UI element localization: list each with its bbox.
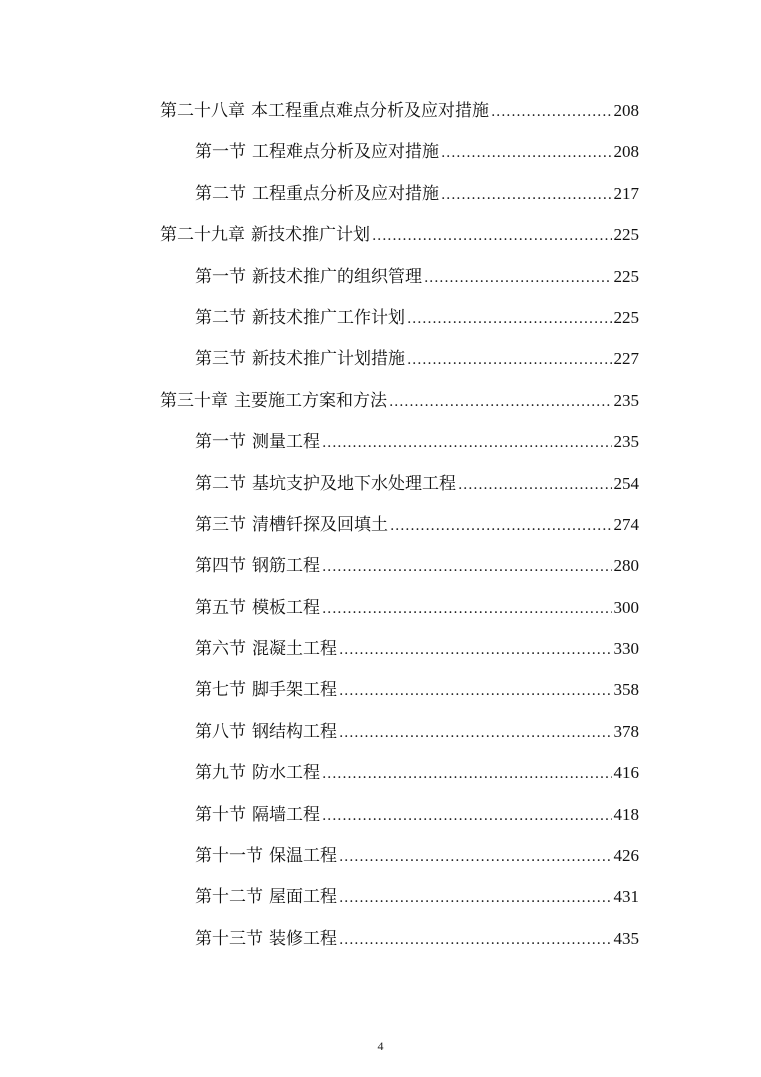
entry-page-number: 330 <box>613 639 639 659</box>
entry-title: 保温工程 <box>269 846 337 867</box>
entry-page-number: 208 <box>613 142 639 162</box>
entry-title: 工程难点分析及应对措施 <box>252 142 439 163</box>
entry-title: 装修工程 <box>269 928 337 949</box>
entry-page-number: 418 <box>613 804 639 824</box>
toc-entry[interactable] <box>0 504 761 545</box>
toc-entry[interactable] <box>0 380 761 421</box>
entry-number: 第二节 <box>195 473 246 494</box>
dot-leader <box>322 796 612 837</box>
entry-number: 第一节 <box>195 266 246 287</box>
toc-entry[interactable] <box>0 628 761 669</box>
dot-leader <box>407 340 612 381</box>
entry-title: 新技术推广工作计划 <box>252 307 405 328</box>
toc-entry[interactable] <box>0 421 761 462</box>
entry-title: 混凝土工程 <box>252 639 337 660</box>
entry-number: 第十节 <box>195 804 246 825</box>
dot-leader <box>390 506 612 547</box>
entry-number: 第九节 <box>195 763 246 784</box>
dot-leader <box>458 465 612 506</box>
entry-page-number: 254 <box>613 473 639 493</box>
dot-leader <box>322 547 612 588</box>
toc-entry[interactable] <box>0 173 761 214</box>
entry-page-number: 274 <box>613 514 639 534</box>
entry-title: 屋面工程 <box>269 887 337 908</box>
entry-number: 第六节 <box>195 639 246 660</box>
table-of-contents <box>0 90 761 959</box>
entry-page-number: 426 <box>613 846 639 866</box>
entry-page-number: 227 <box>613 349 639 369</box>
toc-entry[interactable] <box>0 90 761 131</box>
entry-number: 第二十八章 <box>160 101 245 121</box>
dot-leader <box>339 837 612 878</box>
toc-entry[interactable] <box>0 214 761 255</box>
entry-title: 新技术推广的组织管理 <box>252 266 422 287</box>
entry-page-number: 225 <box>613 225 639 245</box>
dot-leader <box>372 216 612 257</box>
entry-title: 基坑支护及地下水处理工程 <box>252 473 456 494</box>
entry-title: 主要施工方案和方法 <box>234 390 387 411</box>
entry-page-number: 358 <box>613 680 639 700</box>
dot-leader <box>322 589 612 630</box>
entry-number: 第三十章 <box>160 390 228 411</box>
entry-number: 第十二节 <box>195 887 263 908</box>
dot-leader <box>389 382 612 423</box>
entry-page-number: 300 <box>613 597 639 617</box>
dot-leader <box>441 175 612 216</box>
dot-leader <box>441 133 612 174</box>
dot-leader <box>339 630 612 671</box>
entry-page-number: 416 <box>613 763 639 783</box>
entry-page-number: 225 <box>613 307 639 327</box>
entry-title: 脚手架工程 <box>252 680 337 701</box>
toc-entry[interactable] <box>0 711 761 752</box>
dot-leader <box>407 299 612 340</box>
entry-number: 第二十九章 <box>160 225 245 246</box>
entry-number: 第七节 <box>195 680 246 701</box>
dot-leader <box>339 920 612 961</box>
entry-title: 新技术推广计划 <box>251 225 370 246</box>
entry-page-number: 225 <box>613 266 639 286</box>
entry-number: 第一节 <box>195 432 246 453</box>
entry-title: 工程重点分析及应对措施 <box>252 183 439 204</box>
toc-entry[interactable] <box>0 463 761 504</box>
entry-title: 新技术推广计划措施 <box>252 349 405 370</box>
entry-page-number: 280 <box>613 556 639 576</box>
entry-number: 第二节 <box>195 183 246 204</box>
toc-entry[interactable] <box>0 256 761 297</box>
entry-title: 模板工程 <box>252 597 320 618</box>
toc-entry[interactable] <box>0 297 761 338</box>
page-number: 4 <box>377 1039 384 1053</box>
entry-number: 第一节 <box>195 142 246 163</box>
toc-entry[interactable] <box>0 338 761 379</box>
toc-entry[interactable] <box>0 131 761 172</box>
entry-page-number: 235 <box>613 390 639 410</box>
entry-number: 第十三节 <box>195 928 263 949</box>
toc-entry[interactable] <box>0 794 761 835</box>
entry-title: 隔墙工程 <box>252 804 320 825</box>
entry-page-number: 217 <box>613 183 639 203</box>
entry-page-number: 378 <box>613 721 639 741</box>
entry-page-number: 435 <box>613 928 639 948</box>
entry-page-number: 208 <box>613 101 639 120</box>
entry-number: 第三节 <box>195 349 246 370</box>
entry-page-number: 235 <box>613 432 639 452</box>
dot-leader <box>339 671 612 712</box>
entry-number: 第五节 <box>195 597 246 618</box>
entry-title: 测量工程 <box>252 432 320 453</box>
dot-leader <box>322 423 612 464</box>
toc-entry[interactable] <box>0 876 761 917</box>
toc-entry[interactable] <box>0 752 761 793</box>
entry-number: 第十一节 <box>195 846 263 867</box>
entry-title: 清槽钎探及回填土 <box>252 514 388 535</box>
dot-leader <box>322 754 612 795</box>
toc-entry[interactable] <box>0 918 761 959</box>
dot-leader <box>424 258 612 299</box>
toc-entry[interactable] <box>0 835 761 876</box>
entry-number: 第三节 <box>195 514 246 535</box>
entry-number: 第二节 <box>195 307 246 328</box>
entry-page-number: 431 <box>613 887 639 907</box>
dot-leader <box>339 713 612 754</box>
entry-title: 防水工程 <box>252 763 320 784</box>
toc-entry[interactable] <box>0 587 761 628</box>
toc-entry[interactable] <box>0 545 761 586</box>
entry-number: 第四节 <box>195 556 246 577</box>
entry-title: 本工程重点难点分析及应对措施 <box>251 101 489 121</box>
toc-entry[interactable] <box>0 669 761 710</box>
dot-leader <box>491 92 612 133</box>
entry-title: 钢结构工程 <box>252 721 337 742</box>
entry-title: 钢筋工程 <box>252 556 320 577</box>
dot-leader <box>339 878 612 919</box>
entry-number: 第八节 <box>195 721 246 742</box>
